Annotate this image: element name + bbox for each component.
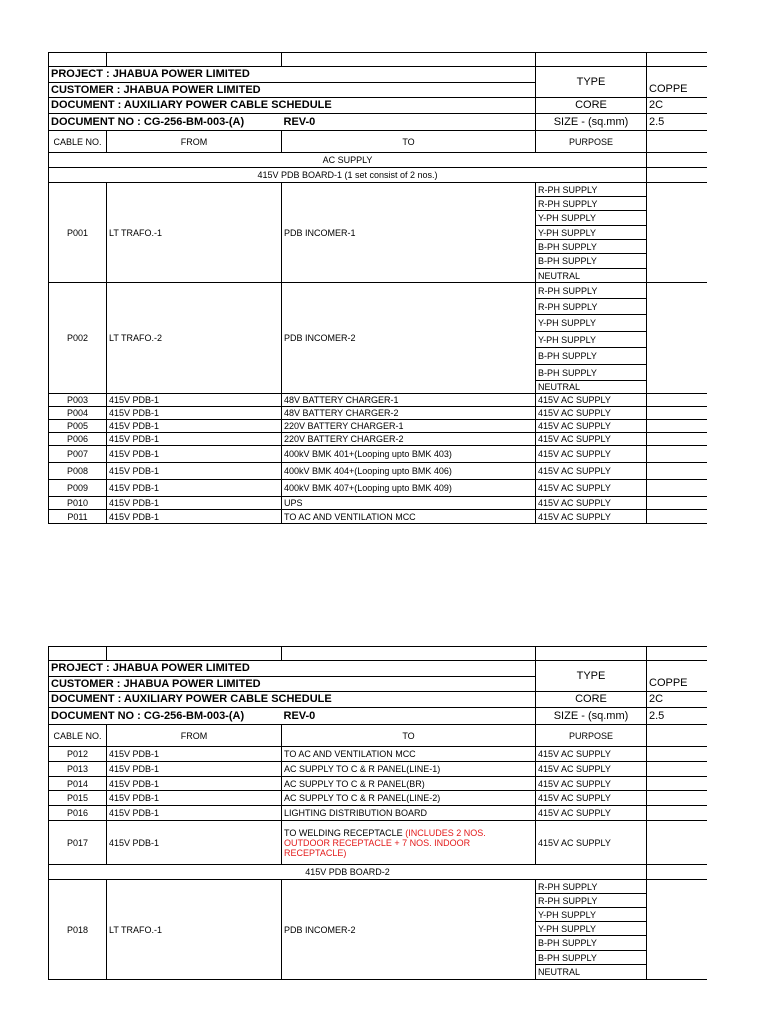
table-row (49, 747, 707, 762)
from-cell: 415V PDB-1 (107, 762, 282, 777)
to-cell: 400kV BMK 404+(Looping upto BMK 406) (282, 463, 536, 480)
col-cable-no: CABLE NO. (49, 131, 107, 153)
cable-no: P011 (49, 510, 107, 524)
col-purpose: PURPOSE (536, 725, 647, 747)
cable-no: P001 (49, 183, 107, 283)
to-cell: AC SUPPLY TO C & R PANEL(LINE-2) (282, 791, 536, 806)
table-row (49, 433, 707, 446)
purpose-cell: R-PH SUPPLY (536, 894, 647, 908)
table-row (49, 183, 707, 197)
table-row (49, 480, 707, 497)
from-cell: 415V PDB-1 (107, 463, 282, 480)
document-title: DOCUMENT : AUXILIARY POWER CABLE SCHEDULE (49, 98, 536, 114)
cable-no: P007 (49, 446, 107, 463)
document-number: DOCUMENT NO : CG-256-BM-003-(A) (49, 708, 282, 725)
col-from: FROM (107, 725, 282, 747)
cable-schedule-sheet-2 (48, 646, 707, 980)
cable-schedule-sheet-1 (48, 52, 707, 524)
from-cell: 415V PDB-1 (107, 821, 282, 865)
project-row (49, 661, 707, 677)
table-row (49, 497, 707, 510)
type-label: TYPE (536, 67, 647, 98)
cable-no: P014 (49, 777, 107, 791)
to-cell: TO AC AND VENTILATION MCC (282, 747, 536, 762)
blank-row (49, 53, 707, 67)
table-row (49, 762, 707, 777)
from-cell: LT TRAFO.-1 (107, 880, 282, 980)
from-cell: 415V PDB-1 (107, 407, 282, 420)
purpose-cell: 415V AC SUPPLY (536, 510, 647, 524)
purpose-cell: R-PH SUPPLY (536, 197, 647, 211)
from-cell: 415V PDB-1 (107, 806, 282, 821)
table-row (49, 394, 707, 407)
to-cell (282, 821, 536, 865)
size-value: 2.5 (647, 114, 707, 131)
document-no-row (49, 114, 707, 131)
purpose-cell: NEUTRAL (536, 381, 647, 394)
to-cell: PDB INCOMER-1 (282, 183, 536, 283)
to-cell: 400kV BMK 407+(Looping upto BMK 409) (282, 480, 536, 497)
to-note-text: (INCLUDES 2 NOS. OUTDOOR RECEPTACLE + 7 NOS. INDOOR RECEPTACLE) (284, 827, 486, 858)
col-from: FROM (107, 131, 282, 153)
table-row (49, 283, 707, 299)
to-cell: 48V BATTERY CHARGER-2 (282, 407, 536, 420)
purpose-cell: Y-PH SUPPLY (536, 226, 647, 240)
table-row (49, 777, 707, 791)
document-no-row (49, 708, 707, 725)
table-row (49, 821, 707, 865)
revision: REV-0 (282, 708, 536, 725)
cable-no: P006 (49, 433, 107, 446)
purpose-cell: B-PH SUPPLY (536, 240, 647, 254)
revision: REV-0 (282, 114, 536, 131)
cable-no: P010 (49, 497, 107, 510)
size-label: SIZE - (sq.mm) (536, 114, 647, 131)
to-cell: LIGHTING DISTRIBUTION BOARD (282, 806, 536, 821)
table-row (49, 446, 707, 463)
purpose-cell: 415V AC SUPPLY (536, 394, 647, 407)
cable-no: P016 (49, 806, 107, 821)
purpose-cell: R-PH SUPPLY (536, 283, 647, 299)
from-cell: 415V PDB-1 (107, 480, 282, 497)
project-title: PROJECT : JHABUA POWER LIMITED (49, 67, 536, 83)
purpose-cell: 415V AC SUPPLY (536, 480, 647, 497)
table-row (49, 463, 707, 480)
from-cell: LT TRAFO.-2 (107, 283, 282, 394)
purpose-cell: Y-PH SUPPLY (536, 211, 647, 226)
document-row (49, 692, 707, 708)
cable-no: P018 (49, 880, 107, 980)
col-purpose: PURPOSE (536, 131, 647, 153)
cable-no: P013 (49, 762, 107, 777)
to-cell: PDB INCOMER-2 (282, 283, 536, 394)
purpose-cell: Y-PH SUPPLY (536, 315, 647, 332)
purpose-cell: B-PH SUPPLY (536, 951, 647, 965)
col-to: TO (282, 725, 536, 747)
purpose-cell: 415V AC SUPPLY (536, 497, 647, 510)
cable-no: P005 (49, 420, 107, 433)
purpose-cell: R-PH SUPPLY (536, 880, 647, 894)
to-cell: 400kV BMK 401+(Looping upto BMK 403) (282, 446, 536, 463)
purpose-cell: 415V AC SUPPLY (536, 762, 647, 777)
from-cell: 415V PDB-1 (107, 420, 282, 433)
purpose-cell: R-PH SUPPLY (536, 299, 647, 315)
table-row (49, 510, 707, 524)
from-cell: 415V PDB-1 (107, 394, 282, 407)
cable-no: P009 (49, 480, 107, 497)
col-cable-no: CABLE NO. (49, 725, 107, 747)
column-header-row (49, 725, 707, 747)
purpose-cell: 415V AC SUPPLY (536, 791, 647, 806)
cable-no: P004 (49, 407, 107, 420)
from-cell: 415V PDB-1 (107, 747, 282, 762)
project-row (49, 67, 707, 83)
board-title-row (49, 168, 707, 183)
purpose-cell: B-PH SUPPLY (536, 254, 647, 269)
to-main-text: TO WELDING RECEPTACLE (284, 827, 406, 838)
to-cell: AC SUPPLY TO C & R PANEL(LINE-1) (282, 762, 536, 777)
document-title: DOCUMENT : AUXILIARY POWER CABLE SCHEDULE (49, 692, 536, 708)
purpose-cell: 415V AC SUPPLY (536, 777, 647, 791)
purpose-cell: 415V AC SUPPLY (536, 446, 647, 463)
purpose-cell: 415V AC SUPPLY (536, 420, 647, 433)
purpose-cell: NEUTRAL (536, 965, 647, 980)
from-cell: 415V PDB-1 (107, 497, 282, 510)
table-row (49, 880, 707, 894)
to-cell: PDB INCOMER-2 (282, 880, 536, 980)
section-title-row (49, 153, 707, 168)
core-label: CORE (536, 98, 647, 114)
board-2-title: 415V PDB BOARD-2 (49, 865, 647, 880)
core-value: 2C (647, 692, 707, 708)
table-row (49, 791, 707, 806)
core-label: CORE (536, 692, 647, 708)
purpose-cell: 415V AC SUPPLY (536, 747, 647, 762)
to-cell: 220V BATTERY CHARGER-2 (282, 433, 536, 446)
to-cell: UPS (282, 497, 536, 510)
purpose-cell: NEUTRAL (536, 269, 647, 283)
purpose-cell: 415V AC SUPPLY (536, 407, 647, 420)
type-label: TYPE (536, 661, 647, 692)
purpose-cell: Y-PH SUPPLY (536, 332, 647, 348)
from-cell: LT TRAFO.-1 (107, 183, 282, 283)
table-row (49, 420, 707, 433)
to-cell: TO AC AND VENTILATION MCC (282, 510, 536, 524)
from-cell: 415V PDB-1 (107, 433, 282, 446)
cable-no: P003 (49, 394, 107, 407)
from-cell: 415V PDB-1 (107, 510, 282, 524)
cable-no: P008 (49, 463, 107, 480)
cable-no: P015 (49, 791, 107, 806)
purpose-cell: Y-PH SUPPLY (536, 908, 647, 922)
ac-supply-title: AC SUPPLY (49, 153, 647, 168)
to-cell: 48V BATTERY CHARGER-1 (282, 394, 536, 407)
type-value: COPPE (647, 83, 707, 98)
to-cell: AC SUPPLY TO C & R PANEL(BR) (282, 777, 536, 791)
board-1-title: 415V PDB BOARD-1 (1 set consist of 2 nos.) (49, 168, 647, 183)
from-cell: 415V PDB-1 (107, 777, 282, 791)
cable-no: P017 (49, 821, 107, 865)
from-cell: 415V PDB-1 (107, 446, 282, 463)
size-label: SIZE - (sq.mm) (536, 708, 647, 725)
purpose-cell: B-PH SUPPLY (536, 936, 647, 951)
column-header-row (49, 131, 707, 153)
to-cell: 220V BATTERY CHARGER-1 (282, 420, 536, 433)
blank-row (49, 647, 707, 661)
core-value: 2C (647, 98, 707, 114)
purpose-cell: 415V AC SUPPLY (536, 821, 647, 865)
table-row (49, 407, 707, 420)
col-to: TO (282, 131, 536, 153)
table-row (49, 806, 707, 821)
purpose-cell: R-PH SUPPLY (536, 183, 647, 197)
project-title: PROJECT : JHABUA POWER LIMITED (49, 661, 536, 677)
purpose-cell: 415V AC SUPPLY (536, 463, 647, 480)
customer-title: CUSTOMER : JHABUA POWER LIMITED (49, 677, 536, 692)
cable-no: P002 (49, 283, 107, 394)
type-value: COPPE (647, 677, 707, 692)
size-value: 2.5 (647, 708, 707, 725)
purpose-cell: B-PH SUPPLY (536, 365, 647, 381)
document-number: DOCUMENT NO : CG-256-BM-003-(A) (49, 114, 282, 131)
board-title-row (49, 865, 707, 880)
customer-title: CUSTOMER : JHABUA POWER LIMITED (49, 83, 536, 98)
purpose-cell: Y-PH SUPPLY (536, 922, 647, 936)
purpose-cell: 415V AC SUPPLY (536, 806, 647, 821)
document-row (49, 98, 707, 114)
cable-no: P012 (49, 747, 107, 762)
purpose-cell: 415V AC SUPPLY (536, 433, 647, 446)
from-cell: 415V PDB-1 (107, 791, 282, 806)
purpose-cell: B-PH SUPPLY (536, 348, 647, 365)
